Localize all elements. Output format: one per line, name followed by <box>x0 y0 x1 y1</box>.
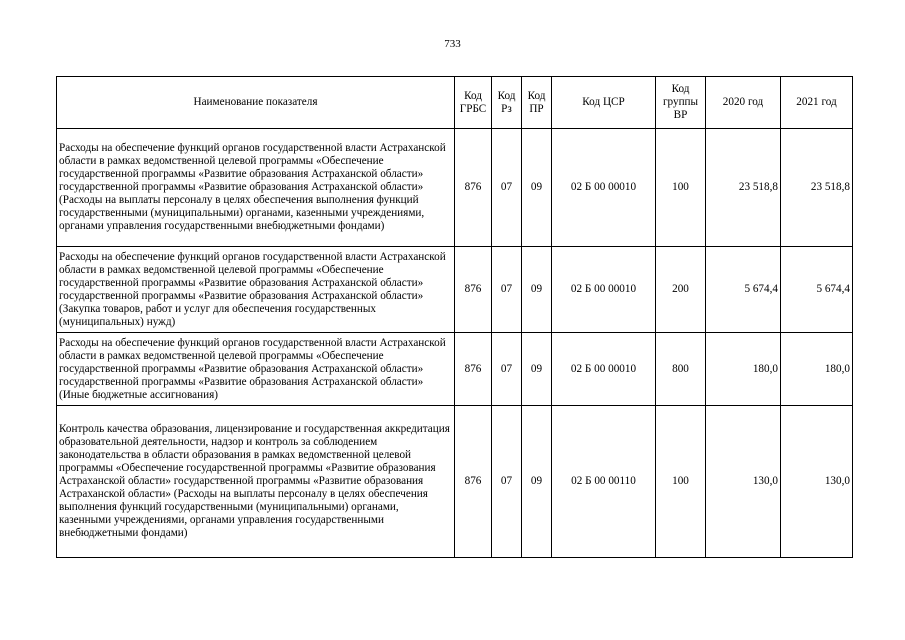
page-number: 733 <box>444 38 461 50</box>
cell-rz: 07 <box>492 129 522 247</box>
cell-rz: 07 <box>492 247 522 333</box>
cell-2020: 130,0 <box>706 406 781 558</box>
cell-vr: 100 <box>656 406 706 558</box>
cell-grbs: 876 <box>455 406 492 558</box>
cell-rz: 07 <box>492 406 522 558</box>
cell-name: Расходы на обеспечение функций органов государственной власти Астраханской области в рамках ведомственной целевой программы «Обеспечение государственной программы «Развитие образования Астраханской области» государственной программы «Развитие образования Астраханской области» (Закупка товаров, работ и услуг для обеспечения государственных (муниципальных) нужд) <box>57 247 455 333</box>
cell-2021: 5 674,4 <box>781 247 853 333</box>
header-grbs: Код ГРБС <box>455 77 492 129</box>
cell-2020: 5 674,4 <box>706 247 781 333</box>
cell-pr: 09 <box>522 247 552 333</box>
cell-csr: 02 Б 00 00110 <box>552 406 656 558</box>
header-2020: 2020 год <box>706 77 781 129</box>
cell-pr: 09 <box>522 129 552 247</box>
cell-grbs: 876 <box>455 247 492 333</box>
cell-name: Расходы на обеспечение функций органов государственной власти Астраханской области в рамках ведомственной целевой программы «Обеспечение государственной программы «Развитие образования Астраханской области» государственной программы «Развитие образования Астраханской области» (Иные бюджетные ассигнования) <box>57 333 455 406</box>
header-vr: Код группы ВР <box>656 77 706 129</box>
cell-rz: 07 <box>492 333 522 406</box>
cell-vr: 200 <box>656 247 706 333</box>
cell-2021: 180,0 <box>781 333 853 406</box>
cell-name: Расходы на обеспечение функций органов государственной власти Астраханской области в рамках ведомственной целевой программы «Обеспечение государственной программы «Развитие образования Астраханской области» государственной программы «Развитие образования Астраханской области» (Расходы на выплаты персоналу в целях обеспечения выполнения функций государственными (муниципальными) органами, казенными учреждениями, органами управления государственными внебюджетными фондами) <box>57 129 455 247</box>
table-row <box>57 129 853 247</box>
table-row <box>57 333 853 406</box>
header-name: Наименование показателя <box>57 77 455 129</box>
cell-2021: 23 518,8 <box>781 129 853 247</box>
budget-table <box>56 76 853 558</box>
header-pr: Код ПР <box>522 77 552 129</box>
cell-pr: 09 <box>522 333 552 406</box>
cell-vr: 800 <box>656 333 706 406</box>
cell-vr: 100 <box>656 129 706 247</box>
table-row <box>57 247 853 333</box>
cell-grbs: 876 <box>455 129 492 247</box>
table-row <box>57 406 853 558</box>
header-rz: Код Рз <box>492 77 522 129</box>
cell-2020: 23 518,8 <box>706 129 781 247</box>
header-2021: 2021 год <box>781 77 853 129</box>
table-header-row <box>57 77 853 129</box>
cell-pr: 09 <box>522 406 552 558</box>
cell-csr: 02 Б 00 00010 <box>552 333 656 406</box>
cell-2021: 130,0 <box>781 406 853 558</box>
cell-csr: 02 Б 00 00010 <box>552 129 656 247</box>
cell-name: Контроль качества образования, лицензирование и государственная аккредитация образовательной деятельности, надзор и контроль за соблюдением законодательства в области образования в рамках ведомственной целевой программы «Обеспечение государственной программы «Развитие образования Астраханской области» государственной программы «Развитие образования Астраханской области» (Расходы на выплаты персоналу в целях обеспечения выполнения функций государственными (муниципальными) органами, казенными учреждениями, органами управления государственными внебюджетными фондами) <box>57 406 455 558</box>
header-csr: Код ЦСР <box>552 77 656 129</box>
cell-csr: 02 Б 00 00010 <box>552 247 656 333</box>
cell-2020: 180,0 <box>706 333 781 406</box>
cell-grbs: 876 <box>455 333 492 406</box>
